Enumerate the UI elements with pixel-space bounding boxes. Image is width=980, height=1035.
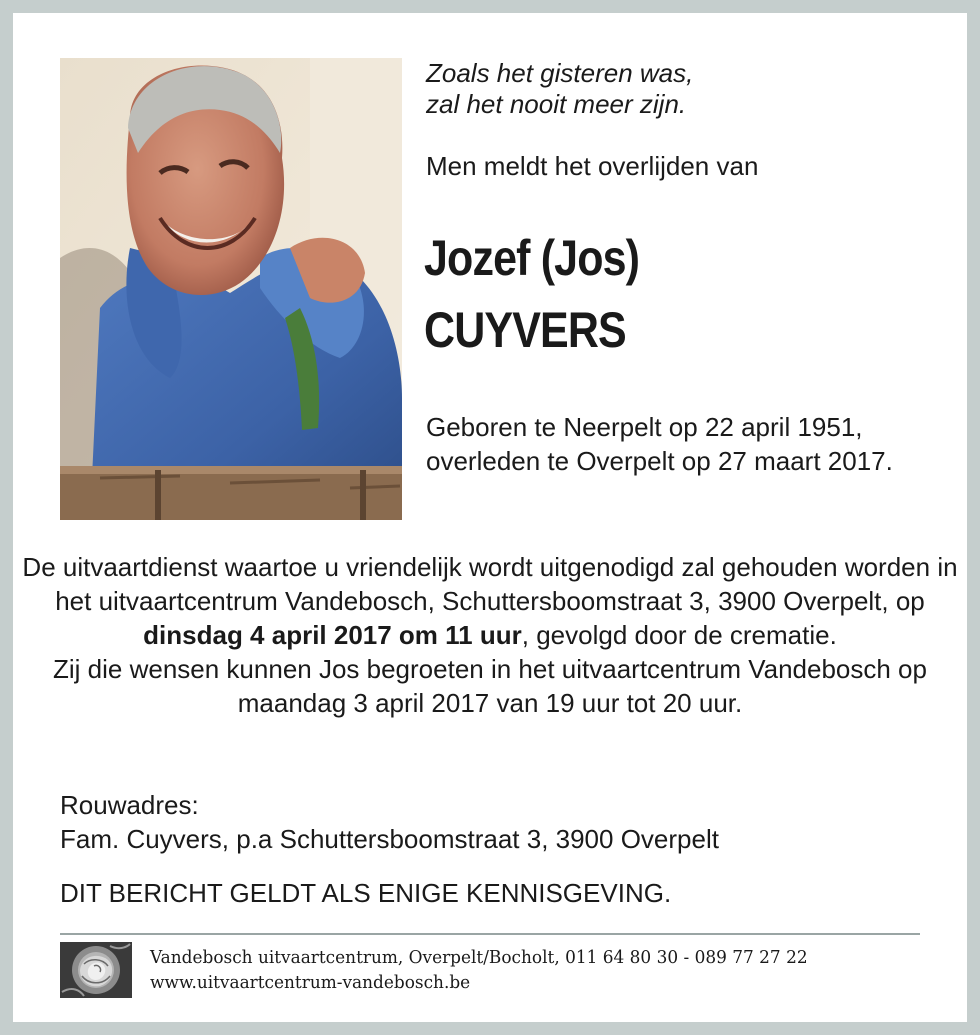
funeral-home-footer [150,945,808,995]
service-after: , gevolgd door de crematie. [521,620,837,650]
service-intro: De uitvaartdienst waartoe u vriendelijk wordt uitgenodigd zal gehouden worden in het uitvaartcentrum Vandebosch, Schuttersboomstraat 3, 3900 Overpelt, op [22,552,958,616]
funeral-home-contact: Vandebosch uitvaartcentrum, Overpelt/Bocholt, 011 64 80 30 - 089 77 27 22 [150,947,808,968]
quote-line-2: zal het nooit meer zijn. [426,89,687,119]
portrait-photo [60,58,402,520]
mourning-address-label: Rouwadres: [60,790,199,820]
deceased-first-name: Jozef (Jos) [424,230,640,286]
rose-logo-icon [60,942,132,998]
deceased-name [424,222,639,366]
footer-divider [60,933,920,935]
service-date: dinsdag 4 april 2017 om 11 uur [143,620,522,650]
funeral-home-website[interactable]: www.uitvaartcentrum-vandebosch.be [150,972,471,993]
visitation-text: Zij die wensen kunnen Jos begroeten in het uitvaartcentrum Vandebosch op maandag 3 april 2017 van 19 uur tot 20 uur. [53,654,927,718]
quote-line-1: Zoals het gisteren was, [426,58,694,88]
notice-statement: DIT BERICHT GELDT ALS ENIGE KENNISGEVING. [60,878,672,908]
mourning-address-value: Fam. Cuyvers, p.a Schuttersboomstraat 3, 3900 Overpelt [60,824,719,854]
memorial-quote [426,58,693,120]
funeral-service-text [20,550,960,720]
mourning-address [60,788,719,856]
deceased-last-name: CUYVERS [424,302,626,358]
portrait-illustration [60,58,402,520]
announcement: Men meldt het overlijden van [426,151,759,181]
birth-death-text: Geboren te Neerpelt op 22 april 1951, overleden te Overpelt op 27 maart 2017. [426,412,893,476]
